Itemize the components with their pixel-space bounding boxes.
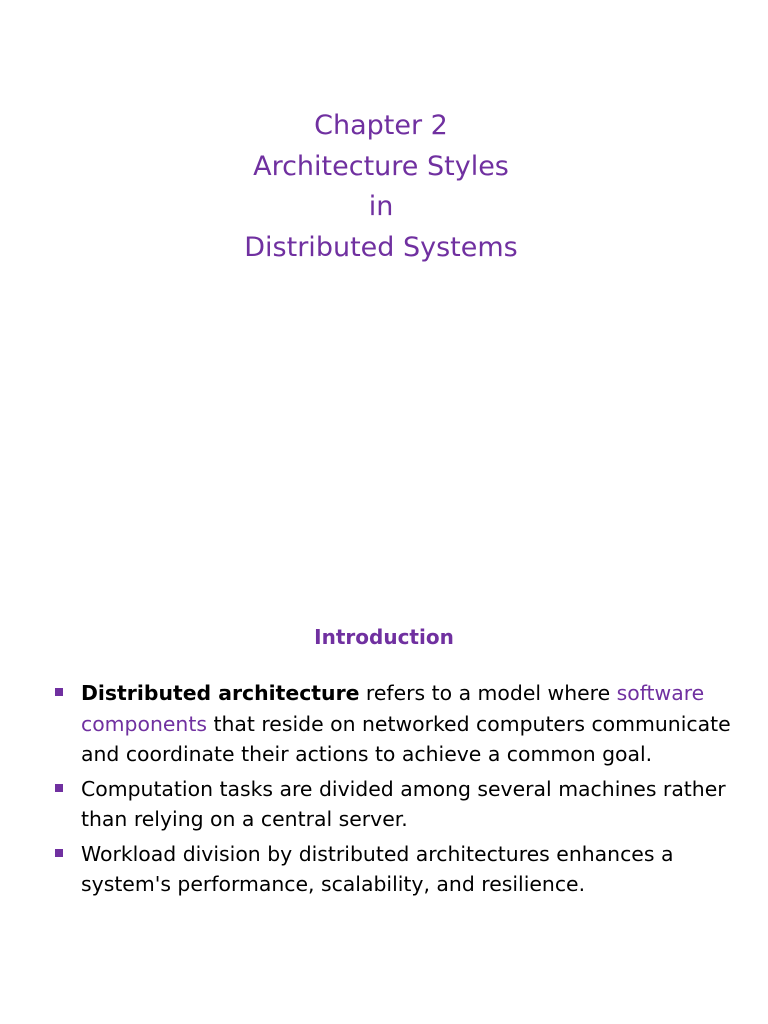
square-bullet-icon	[55, 688, 63, 696]
title-line-in: in	[368, 191, 394, 222]
bold-term: Distributed architecture	[81, 681, 360, 705]
title-line-architecture-styles: Architecture Styles	[253, 150, 509, 182]
bullet-list	[52, 678, 732, 904]
title-line-distributed-systems: Distributed Systems	[244, 231, 518, 263]
bullet-text: Computation tasks are divided among several machines rather than relying on a central server.	[81, 776, 726, 831]
square-bullet-icon	[55, 784, 63, 792]
bullet-text: that reside on networked computers communicate and coordinate their actions to achieve a common goal.	[81, 711, 731, 766]
title-line-chapter: Chapter 2	[314, 110, 448, 141]
square-bullet-icon	[55, 849, 63, 857]
bullet-text: Workload division by distributed architectures enhances a system's performance, scalability, and resilience.	[81, 841, 674, 896]
bullet-item	[52, 678, 732, 770]
bullet-text: refers to a model where	[359, 681, 617, 705]
bullet-item	[52, 839, 732, 900]
bullet-item	[52, 774, 732, 835]
chapter-title	[0, 106, 762, 268]
section-heading: Introduction	[314, 625, 454, 649]
highlighted-text: software components	[81, 681, 705, 736]
